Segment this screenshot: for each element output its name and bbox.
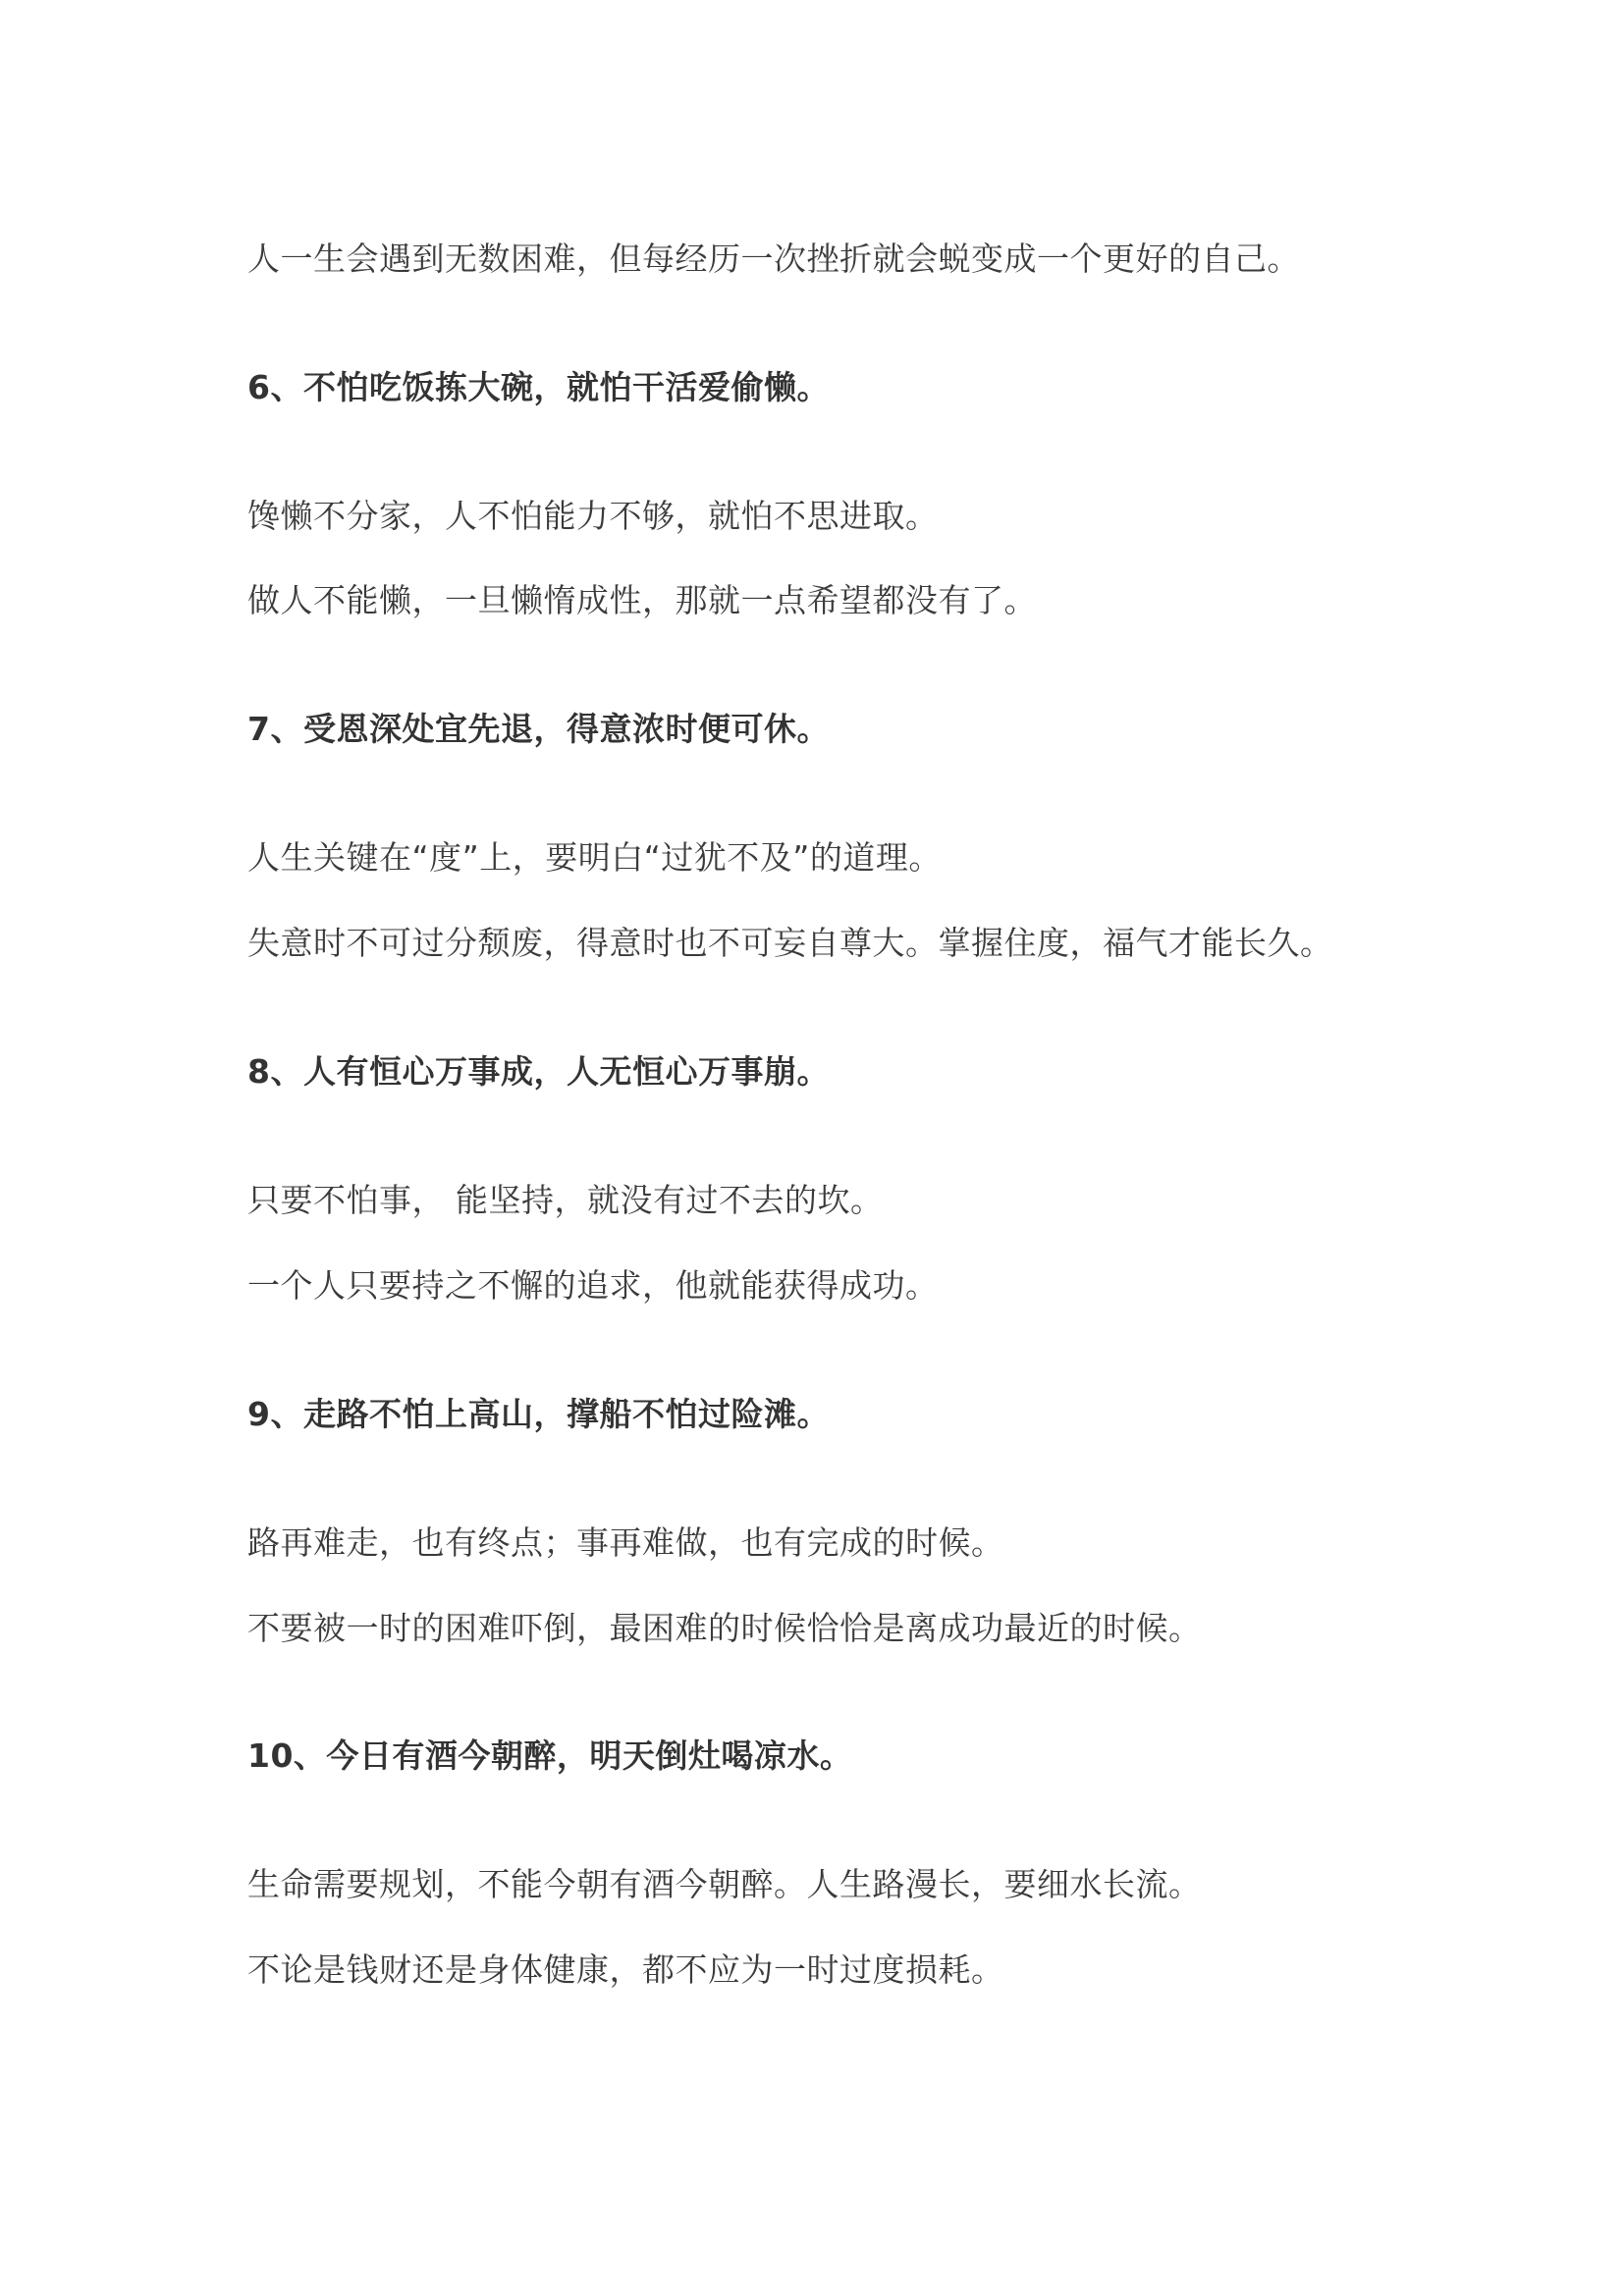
section-7-paragraph-1: 人生关键在“度”上，要明白“过犹不及”的道理。 <box>247 838 942 877</box>
section-6-heading: 6、不怕吃饭拣大碗，就怕干活爱偷懒。 <box>247 368 830 406</box>
intro-paragraph: 人一生会遇到无数困难，但每经历一次挫折就会蜕变成一个更好的自己。 <box>247 240 1300 278</box>
section-8-paragraph-1: 只要不怕事， 能坚持，就没有过不去的坎。 <box>247 1181 884 1219</box>
section-8-heading: 8、人有恒心万事成，人无恒心万事崩。 <box>247 1052 830 1091</box>
section-9-paragraph-2: 不要被一时的困难吓倒，最困难的时候恰恰是离成功最近的时候。 <box>247 1609 1202 1647</box>
section-10-paragraph-2: 不论是钱财还是身体健康，都不应为一时过度损耗。 <box>247 1950 1004 1989</box>
section-7-heading: 7、受恩深处宜先退，得意浓时便可休。 <box>247 710 830 748</box>
section-6-paragraph-2: 做人不能懒，一旦懒惰成性，那就一点希望都没有了。 <box>247 581 1037 619</box>
section-10-heading: 10、今日有酒今朝醉，明天倒灶喝凉水。 <box>247 1736 853 1775</box>
section-10-paragraph-1: 生命需要规划，不能今朝有酒今朝醉。人生路漫长，要细水长流。 <box>247 1865 1202 1903</box>
section-7-paragraph-2: 失意时不可过分颓废，得意时也不可妄自尊大。掌握住度，福气才能长久。 <box>247 924 1333 962</box>
section-9-paragraph-1: 路再难走，也有终点；事再难做，也有完成的时候。 <box>247 1523 1004 1562</box>
section-9-heading: 9、走路不怕上高山，撑船不怕过险滩。 <box>247 1395 830 1433</box>
section-8-paragraph-2: 一个人只要持之不懈的追求，他就能获得成功。 <box>247 1266 939 1305</box>
section-6-paragraph-1: 馋懒不分家，人不怕能力不够，就怕不思进取。 <box>247 497 939 535</box>
